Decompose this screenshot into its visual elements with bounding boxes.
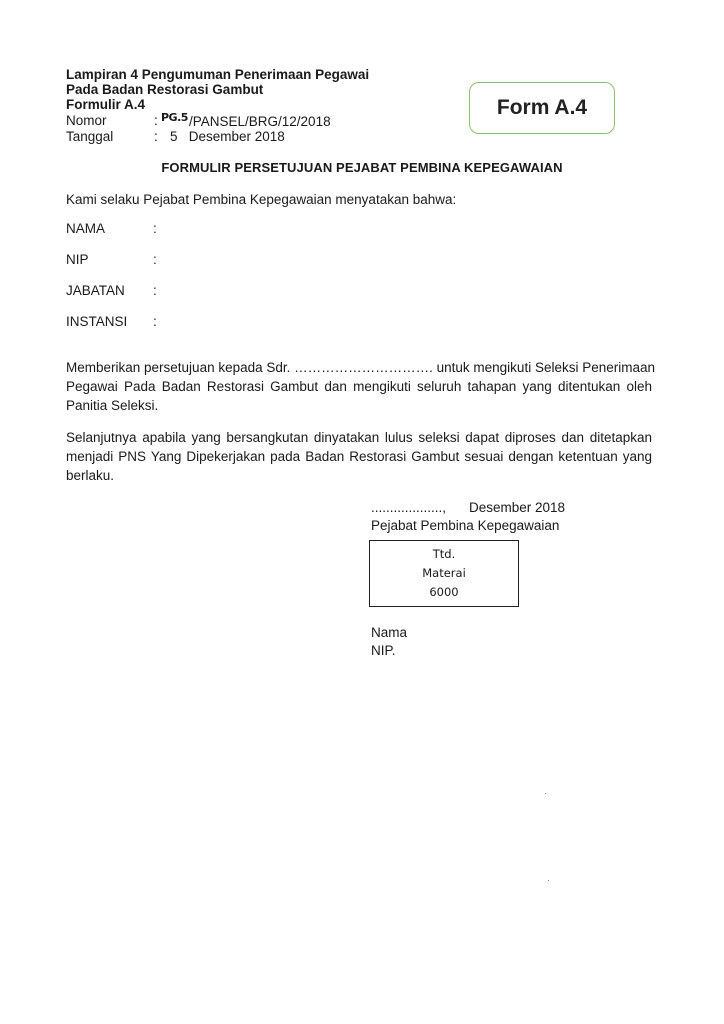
paragraph-consent-line: Panitia Seleksi. bbox=[66, 398, 159, 413]
signature-date-dots: ..................., bbox=[371, 500, 447, 515]
form-badge bbox=[469, 82, 615, 134]
paragraph-followup bbox=[66, 428, 652, 485]
signature-name-label: Nama bbox=[371, 625, 408, 640]
form-badge-label: Form A.4 bbox=[496, 96, 588, 119]
intro-text: Kami selaku Pejabat Pembina Kepegawaian menyatakan bahwa: bbox=[66, 192, 457, 207]
field-nama-label: NAMA bbox=[66, 221, 106, 236]
tanggal-colon: : bbox=[154, 129, 158, 144]
paragraph-consent-line: Pegawai Pada Badan Restorasi Gambut dan mengikuti seluruh tahapan yang ditentukan oleh bbox=[66, 379, 652, 394]
field-jabatan-colon: : bbox=[153, 283, 157, 298]
signature-official-title: Pejabat Pembina Kepegawaian bbox=[371, 518, 560, 533]
stamp-line: Materai bbox=[422, 566, 466, 580]
stamp-box bbox=[369, 540, 519, 607]
tanggal-label: Tanggal bbox=[66, 129, 114, 144]
nomor-label: Nomor bbox=[66, 113, 107, 128]
field-nip-colon: : bbox=[153, 252, 157, 267]
field-nama-colon: : bbox=[153, 221, 157, 236]
paragraph-consent bbox=[66, 358, 656, 415]
nomor-handwritten: PG.5 bbox=[161, 111, 188, 124]
field-jabatan-label: JABATAN bbox=[66, 283, 125, 298]
paragraph-followup-line: Selanjutnya apabila yang bersangkutan dinyatakan lulus seleksi dapat diproses dan ditetapkan bbox=[66, 430, 652, 445]
signature-date-month: Desember 2018 bbox=[469, 500, 566, 515]
header-line-3: Formulir A.4 bbox=[66, 97, 146, 112]
paragraph-followup-line: menjadi PNS Yang Dipekerjakan pada Badan Restorasi Gambut sesuai dengan ketentuan yang bbox=[66, 449, 652, 464]
document-title: FORMULIR PERSETUJUAN PEJABAT PEMBINA KEPEGAWAIAN bbox=[161, 160, 563, 175]
nomor-value: /PANSEL/BRG/12/2018 bbox=[189, 114, 331, 129]
paragraph-followup-line: berlaku. bbox=[66, 468, 115, 483]
stamp-line: Ttd. bbox=[432, 547, 456, 561]
scan-speck bbox=[545, 793, 546, 794]
nomor-colon: : bbox=[154, 113, 158, 128]
signature-nip-label: NIP. bbox=[371, 643, 396, 658]
field-nip-label: NIP bbox=[66, 252, 89, 267]
tanggal-value: 5 Desember 2018 bbox=[170, 129, 285, 144]
paragraph-consent-line: Memberikan persetujuan kepada Sdr. …………………………. untuk mengikuti Seleksi Penerimaan bbox=[66, 360, 656, 375]
stamp-line: 6000 bbox=[429, 585, 459, 599]
field-instansi-colon: : bbox=[153, 314, 157, 329]
header-line-1: Lampiran 4 Pengumuman Penerimaan Pegawai bbox=[66, 67, 370, 82]
header-line-2: Pada Badan Restorasi Gambut bbox=[66, 82, 264, 97]
scan-speck bbox=[548, 880, 549, 881]
field-instansi-label: INSTANSI bbox=[66, 314, 128, 329]
